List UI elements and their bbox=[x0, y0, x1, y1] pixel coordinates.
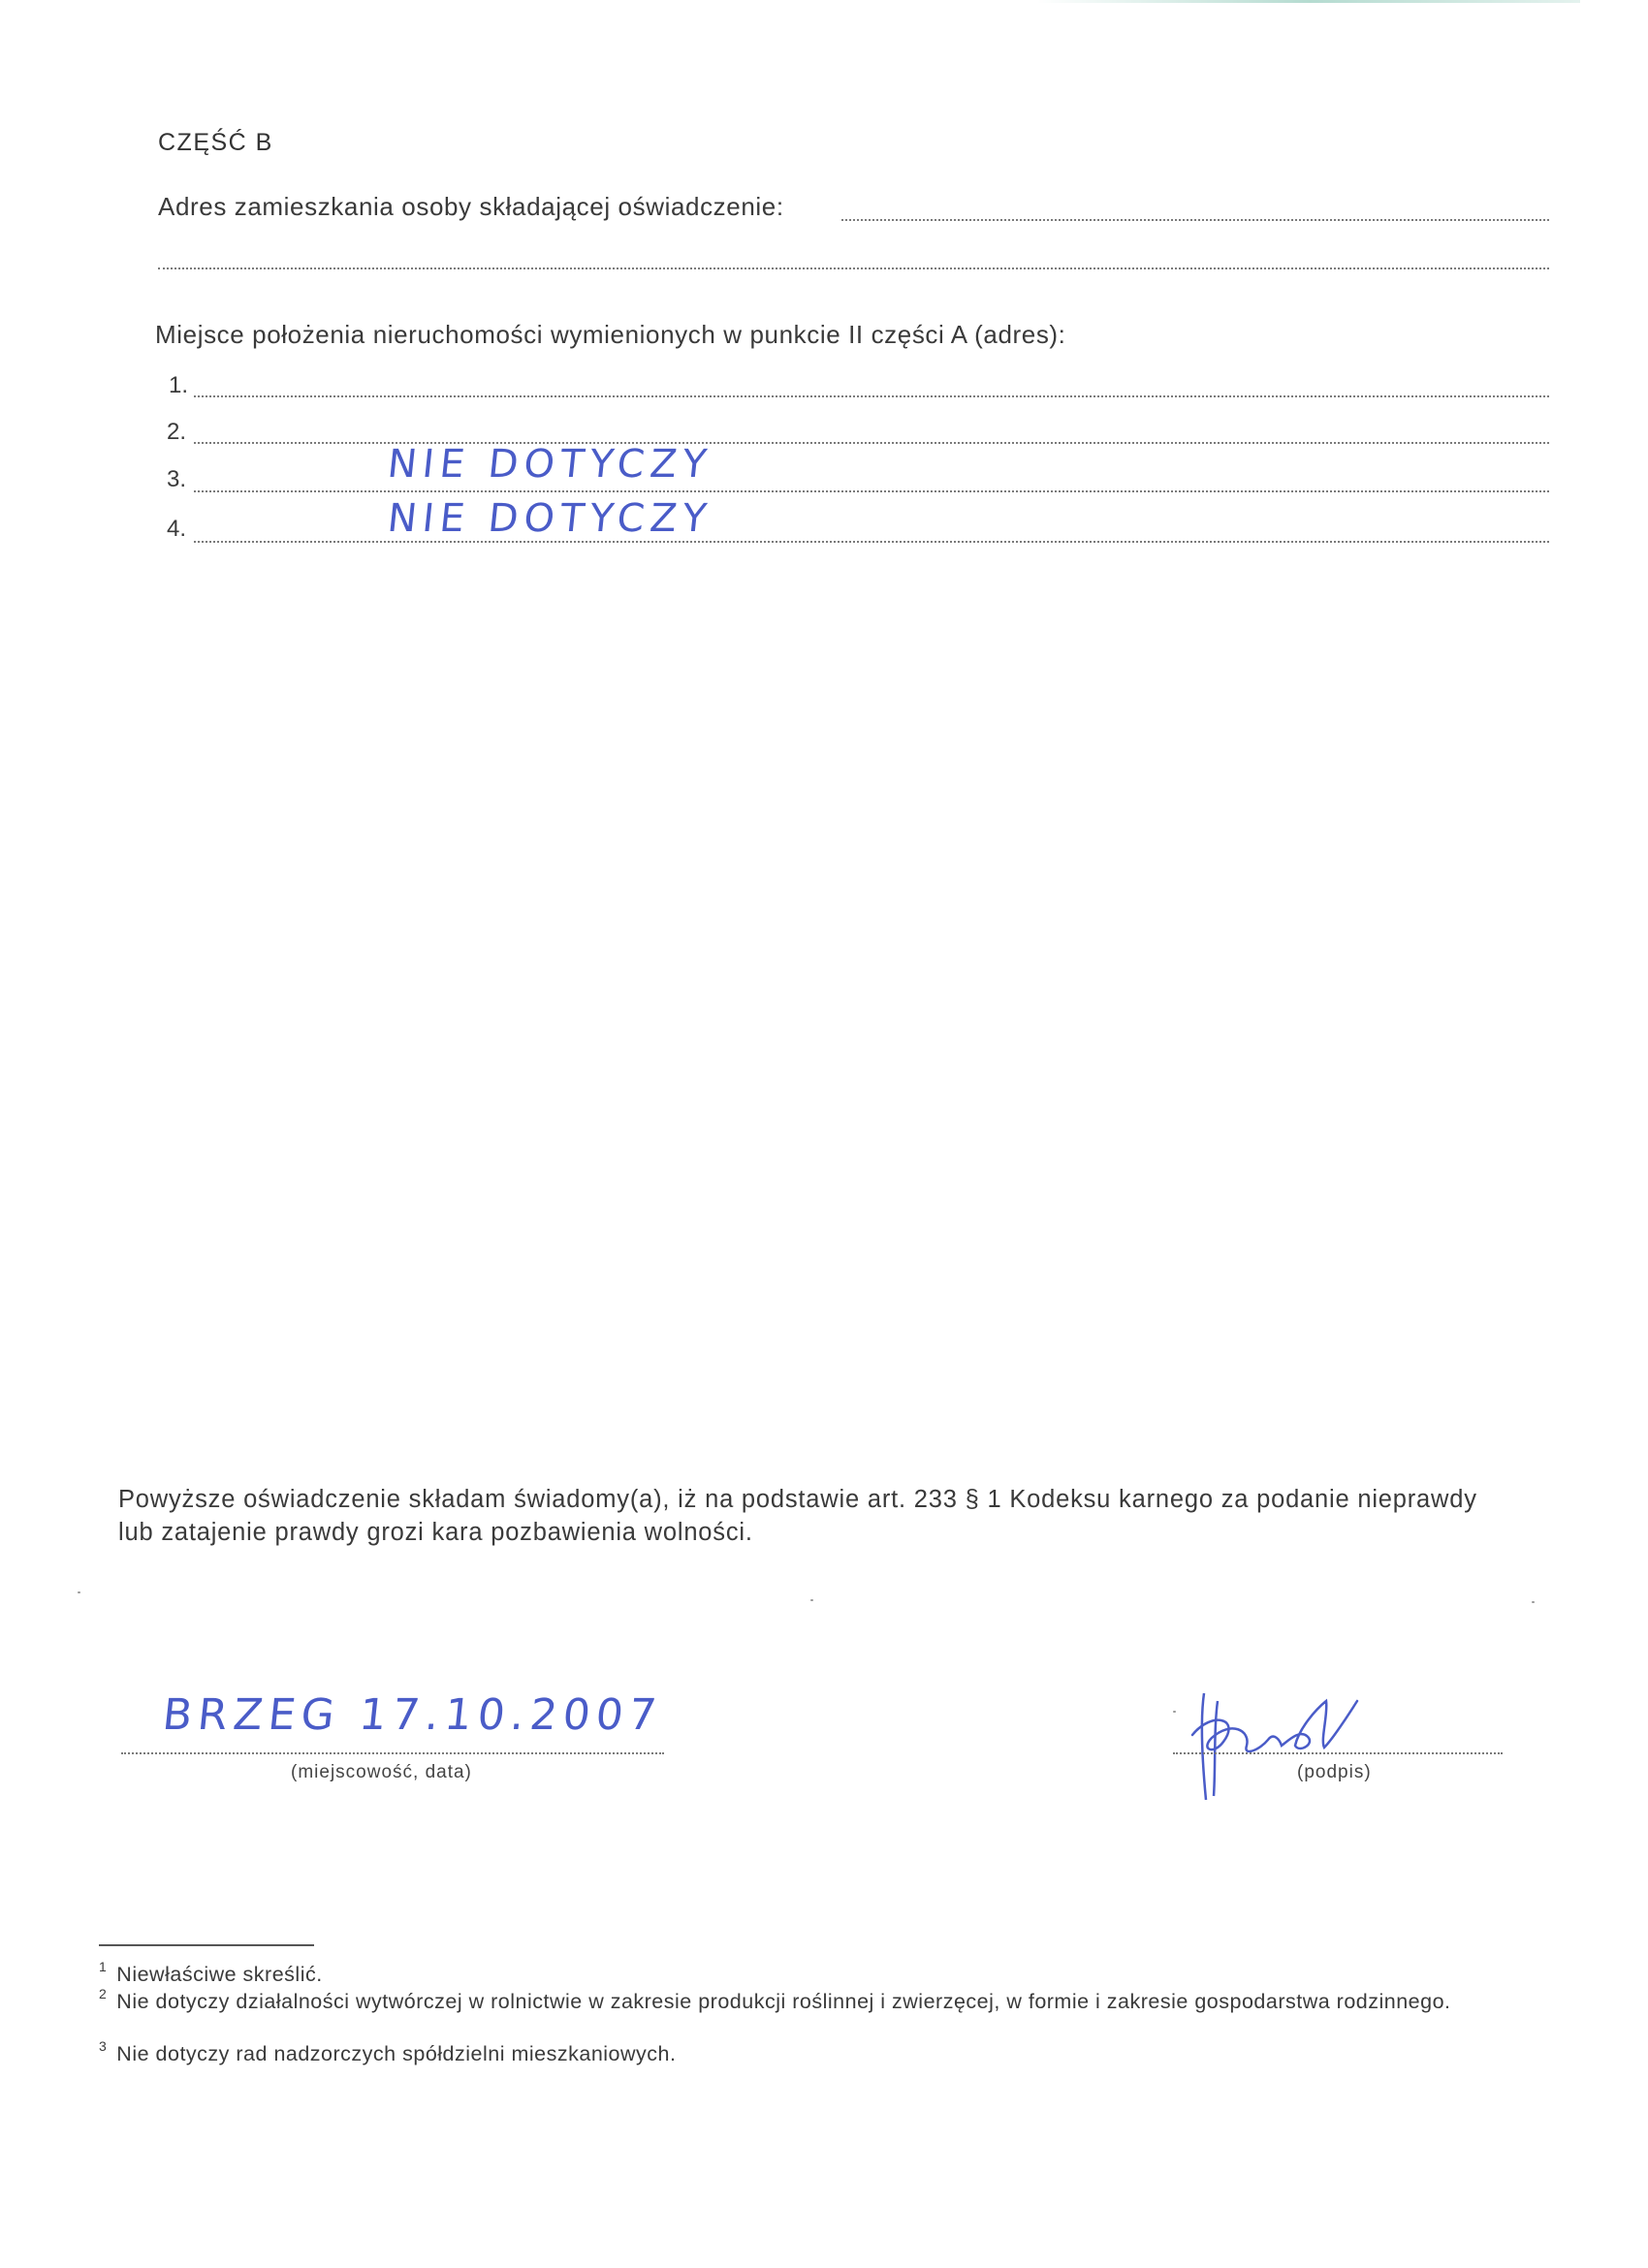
handwritten-entry: NIE DOTYCZY bbox=[385, 496, 714, 541]
property-line-1 bbox=[194, 395, 1549, 397]
footnote-text: Nie dotyczy działalności wytwórczej w rolnictwie w zakresie produkcji roślinnej i zwierzęcej, w formie i zakresie gospodarstwa rodzinnego. bbox=[116, 1990, 1451, 2014]
footnote-text: Niewłaściwe skreślić. bbox=[116, 1963, 323, 1987]
footnote-mark: 2 bbox=[99, 1986, 108, 2001]
address-line-1 bbox=[841, 219, 1549, 221]
section-heading: CZĘŚĆ B bbox=[158, 129, 273, 156]
property-line-number: 4. bbox=[167, 516, 187, 542]
address-line-2 bbox=[158, 268, 1549, 269]
handwritten-entry: NIE DOTYCZY bbox=[385, 442, 714, 487]
footnote-2 bbox=[99, 1983, 1534, 2015]
scan-edge-mark bbox=[1037, 0, 1580, 3]
property-line-number: 3. bbox=[167, 466, 187, 492]
signature-image bbox=[1154, 1682, 1386, 1808]
scan-speck bbox=[1532, 1601, 1535, 1603]
property-line-number: 1. bbox=[169, 372, 189, 398]
signature-line bbox=[1173, 1752, 1503, 1754]
scan-speck bbox=[810, 1599, 813, 1601]
place-date-line bbox=[121, 1752, 664, 1754]
property-line-number: 2. bbox=[167, 419, 187, 445]
place-date-handwritten: BRZEG 17.10.2007 bbox=[160, 1690, 665, 1740]
footnote-divider bbox=[99, 1944, 314, 1946]
address-label: Adres zamieszkania osoby składającej oświadczenie: bbox=[158, 192, 784, 221]
property-label: Miejsce położenia nieruchomości wymienionych w punkcie II części A (adres): bbox=[155, 320, 1066, 349]
scan-speck bbox=[78, 1591, 80, 1593]
footnote-3 bbox=[99, 2035, 1534, 2067]
property-line-4 bbox=[194, 541, 1549, 543]
footnote-mark: 1 bbox=[99, 1959, 108, 1974]
legal-statement: Powyższe oświadczenie składam świadomy(a), iż na podstawie art. 233 § 1 Kodeksu karnego za podanie nieprawdy lub zatajenie prawdy grozi kara pozbawienia wolności. bbox=[118, 1486, 1477, 1546]
footnote-mark: 3 bbox=[99, 2038, 108, 2054]
place-date-caption: (miejscowość, data) bbox=[291, 1762, 472, 1782]
property-line-3 bbox=[194, 490, 1549, 492]
signature-caption: (podpis) bbox=[1297, 1762, 1372, 1782]
scan-speck bbox=[1173, 1711, 1176, 1713]
footnote-text: Nie dotyczy rad nadzorczych spółdzielni mieszkaniowych. bbox=[116, 2042, 677, 2066]
